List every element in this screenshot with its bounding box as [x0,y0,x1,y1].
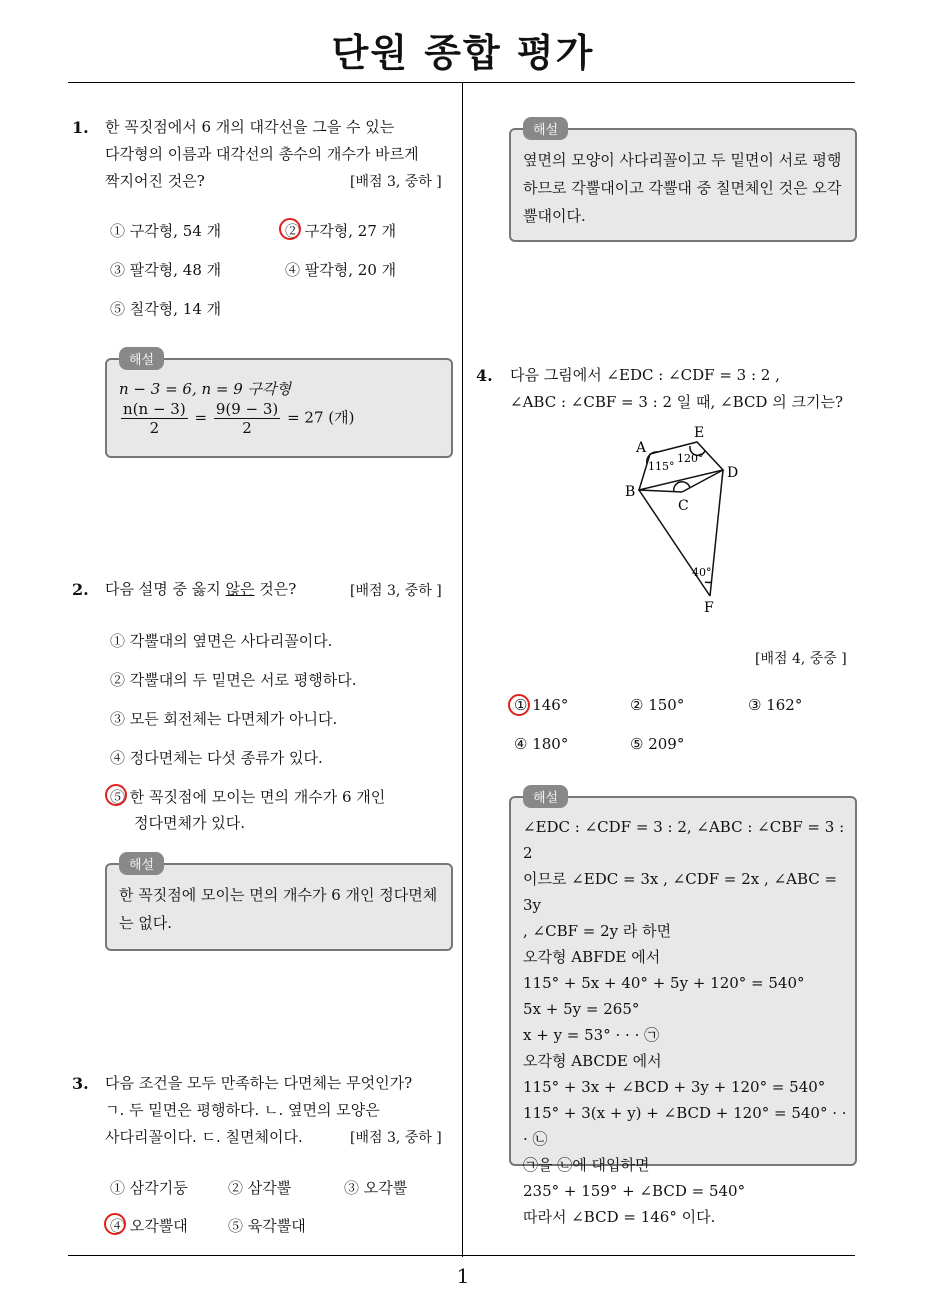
q1-fraction-1 [121,400,188,437]
edge-cd [682,470,723,492]
q3-line: 다음 조건을 모두 만족하는 다면체는 무엇인가? [105,1074,413,1092]
q4-solution-line: 115° + 3(x + y) + ∠BCD + 120° = 540° · · · ㉡ [523,1104,847,1148]
q2-option-1[interactable]: ① 각뿔대의 옆면은 사다리꼴이다. [110,632,333,650]
q2-option-4[interactable]: ④ 정다면체는 다섯 종류가 있다. [110,749,323,767]
q4-option-4[interactable]: ④ 180° [514,735,569,753]
q4-option-1[interactable]: ① 146° [514,696,569,714]
q1-solution-line: n − 3 = 6, n = 9 구각형 [119,380,292,398]
equals-sign: = [194,408,208,427]
edge-bc [639,490,682,492]
q2-option-5-continued: 정다면체가 있다. [134,814,245,832]
q4-number: 4. [476,366,493,385]
q4-solution-line: , ∠CBF = 2y 라 하면 [523,922,672,940]
q1-option-4[interactable]: ④ 팔각형, 20 개 [285,261,397,279]
q3-option-2[interactable]: ② 삼각뿔 [228,1179,292,1197]
angle-arc-c [674,482,690,492]
q2-stem [105,576,296,603]
label-d: D [727,465,739,481]
pentagon-figure [610,420,760,620]
q4-line: 다음 그림에서 ∠EDC : ∠CDF = 3 : 2 , [510,366,780,384]
q4-solution-line: 오각형 ABFDE 에서 [523,948,661,966]
q4-solution-line: x + y = 53° · · · ㉠ [523,1026,660,1044]
q4-option-5[interactable]: ⑤ 209° [630,735,685,753]
q1-option-3[interactable]: ③ 팔각형, 48 개 [110,261,222,279]
q2-stem-underlined: 않은 [225,580,255,598]
q3-solution-box [509,128,857,242]
q1-solution-text [119,378,354,437]
q1-solution-fraction-line [119,400,354,437]
page-number: 1 [456,1264,470,1288]
q2-option-3[interactable]: ③ 모든 회전체는 다면체가 아니다. [110,710,338,728]
q1-line: 한 꼭짓점에서 6 개의 대각선을 그을 수 있는 [105,118,395,136]
q3-solution-tag: 해설 [523,117,568,140]
q2-solution-text [119,881,437,937]
q4-stem [510,362,843,416]
label-angle-a: 115° [648,460,675,473]
answer-mark-circle [279,218,301,240]
q1-line: 다각형의 이름과 대각선의 총수의 개수가 바르게 [105,145,419,163]
q4-score: [배점 4, 중중 ] [755,651,847,667]
q4-option-3[interactable]: ③ 162° [748,696,803,714]
fraction-result: = 27 (개) [287,408,355,427]
q4-solution-line: 115° + 3x + ∠BCD + 3y + 120° = 540° [523,1078,826,1096]
fraction-numerator: 9(9 − 3) [215,400,279,418]
q2-stem-prefix: 다음 설명 중 옳지 [105,580,226,598]
q3-solution-line: 옆면의 모양이 사다리꼴이고 두 밑면이 서로 평행 [523,151,842,169]
q3-number: 3. [72,1074,89,1093]
q3-solution-line: 하므로 각뿔대이고 각뿔대 중 칠면체인 것은 오각 [523,179,842,197]
label-c: C [678,498,689,514]
q2-option-2[interactable]: ② 각뿔대의 두 밑면은 서로 평행하다. [110,671,357,689]
answer-mark-circle [105,784,127,806]
column-divider [462,82,463,1257]
q3-option-1[interactable]: ① 삼각기둥 [110,1179,188,1197]
q1-solution-box [105,358,453,458]
q1-option-2[interactable]: ② 구각형, 27 개 [285,222,397,240]
bottom-rule [68,1255,855,1256]
q2-stem-suffix: 것은? [254,580,297,598]
q1-solution-tag: 해설 [119,347,164,370]
q4-solution-line: 오각형 ABCDE 에서 [523,1052,662,1070]
q3-option-5[interactable]: ⑤ 육각뿔대 [228,1217,306,1235]
fraction-numerator: n(n − 3) [123,400,186,418]
label-angle-f: 40° [692,566,712,579]
edge-df [710,470,723,596]
q4-solution-text [523,814,855,1230]
fraction-denominator: 2 [242,419,252,437]
q4-solution-box [509,796,857,1226]
q1-option-5[interactable]: ⑤ 칠각형, 14 개 [110,300,222,318]
label-f: F [704,600,714,616]
q4-solution-line: 115° + 5x + 40° + 5y + 120° = 540° [523,974,805,992]
q2-solution-line: 는 없다. [119,914,173,932]
edge-bf [639,490,710,596]
label-angle-e: 120° [677,452,704,465]
q2-option-5[interactable]: ⑤ 한 꼭짓점에 모이는 면의 개수가 6 개인 [110,788,386,806]
q2-number: 2. [72,580,89,599]
q3-line: 사다리꼴이다. ㄷ. 칠면체이다. [105,1128,303,1146]
q4-solution-line: 이므로 ∠EDC = 3x , ∠CDF = 2x , ∠ABC = 3y [523,870,838,914]
page-title: 단원 종합 평가 [331,31,595,75]
answer-mark-circle [508,694,530,716]
q3-line: ㄱ. 두 밑면은 평행하다. ㄴ. 옆면의 모양은 [105,1101,380,1119]
q4-solution-tag: 해설 [523,785,568,808]
fraction-denominator: 2 [149,419,160,437]
q1-number: 1. [72,118,89,137]
q4-solution-line: 따라서 ∠BCD = 146° 이다. [523,1208,716,1226]
q2-solution-line: 한 꼭짓점에 모이는 면의 개수가 6 개인 정다면체 [119,886,438,904]
q4-solution-line: 235° + 159° + ∠BCD = 540° [523,1182,746,1200]
q4-line: ∠ABC : ∠CBF = 3 : 2 일 때, ∠BCD 의 크기는? [510,393,843,411]
q1-option-1[interactable]: ① 구각형, 54 개 [110,222,222,240]
q2-score: [배점 3, 중하 ] [350,583,442,599]
q1-score: [배점 3, 중하 ] [350,174,442,190]
q1-line: 짝지어진 것은? [105,172,205,190]
q4-solution-line: 5x + 5y = 265° [523,1000,640,1018]
q4-solution-line: ㉠을 ㉡에 대입하면 [523,1156,650,1174]
q3-solution-line: 뿔대이다. [523,207,586,225]
answer-mark-circle [104,1213,126,1235]
label-e: E [694,425,705,441]
q3-option-4[interactable]: ④ 오각뿔대 [110,1217,188,1235]
q3-option-3[interactable]: ③ 오각뿔 [344,1179,408,1197]
q1-fraction-2 [214,400,280,437]
q2-solution-tag: 해설 [119,852,164,875]
q4-option-2[interactable]: ② 150° [630,696,685,714]
q3-solution-text [523,146,841,230]
label-a: A [636,440,647,456]
label-b: B [625,484,636,500]
q4-solution-line: ∠EDC : ∠CDF = 3 : 2, ∠ABC : ∠CBF = 3 : 2 [523,818,845,862]
q3-score: [배점 3, 중하 ] [350,1130,442,1146]
q2-solution-box [105,863,453,951]
